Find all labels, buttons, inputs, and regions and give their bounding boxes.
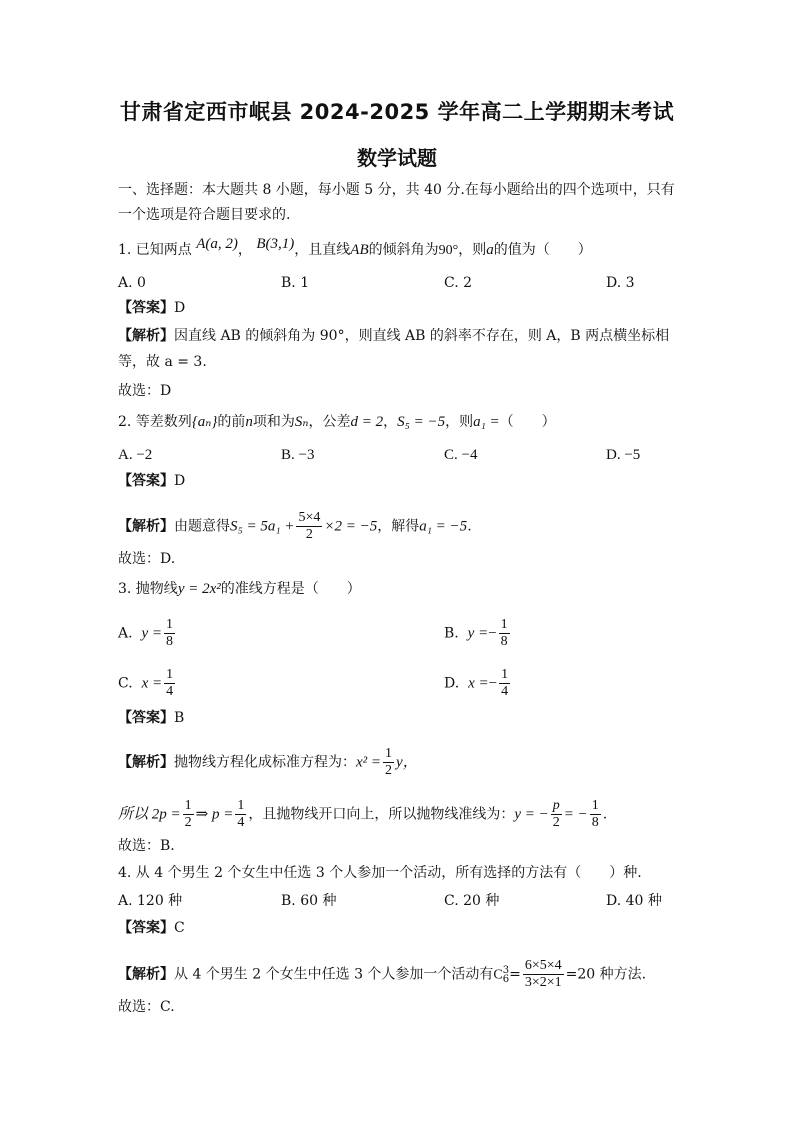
question-1-option-d: D. 3	[606, 275, 635, 291]
question-3-conclusion: 故选：B.	[118, 838, 175, 854]
question-4-conclusion: 故选：C.	[118, 999, 175, 1015]
question-1-analysis-line1: 【解析】因直线 AB 的倾斜角为 90°，则直线 AB 的斜率不存在，则 A，B 两点横坐标相	[118, 328, 670, 344]
question-1-option-a: A. 0	[118, 275, 146, 291]
question-2-answer: 【答案】D	[118, 473, 186, 489]
question-4-stem: 4. 从 4 个男生 2 个女生中任选 3 个人参加一个活动，所有选择的方法有（ ）种.	[118, 865, 642, 881]
fraction: $\frac{5\times 4}{2}$	[298, 510, 321, 542]
question-4-option-b: B. 60 种	[281, 893, 337, 909]
question-3-stem: 3. 抛物线y = 2x²的准线方程是（ ）	[118, 581, 361, 597]
question-2-option-a: A. −2	[118, 447, 153, 463]
question-2-option-b: B. −3	[281, 447, 315, 463]
question-1-conclusion: 故选：D	[118, 383, 172, 399]
document-subtitle: 数学试题	[357, 146, 437, 170]
question-4-option-a: A. 120 种	[118, 893, 183, 909]
question-2-analysis: 【解析】由题意得S₅ = 5a₁ + $\frac{5\times 4}{2}$ ×2 = −5，解得a₁ = −5.	[118, 510, 472, 542]
question-3-option-b: B. y =− $\frac{1}{8}$	[444, 617, 508, 649]
question-1-stem: 1. 已知两点 A(a, 2)， B(3,1)，且直线AB的倾斜角为90°，则a的值为（ ）	[118, 236, 592, 258]
question-1-option-b: B. 1	[281, 275, 310, 291]
question-3-option-c: C. x = $\frac{1}{4}$	[118, 667, 174, 699]
question-4-option-d: D. 40 种	[606, 893, 662, 909]
question-3-analysis-line2: 所以 2p = $\frac{1}{2}$ ⇒ p = $\frac{1}{4}$ ，且抛物线开口向上，所以抛物线准线为：y = − $\frac{p}{2}$ = − $\frac{1}{8}$ .	[118, 798, 608, 830]
question-2-conclusion: 故选：D.	[118, 551, 176, 567]
question-2-option-c: C. −4	[444, 447, 478, 463]
question-1-option-c: C. 2	[444, 275, 473, 291]
question-4-answer: 【答案】C	[118, 920, 185, 936]
question-1-answer: 【答案】D	[118, 300, 186, 316]
question-3-answer: 【答案】B	[118, 710, 185, 726]
question-3-analysis-line1: 【解析】抛物线方程化成标准方程为：x² = $\frac{1}{2}$ y，	[118, 746, 418, 778]
section-instruction-line2: 一个选项是符合题目要求的.	[118, 207, 291, 223]
question-3-option-d: D. x =− $\frac{1}{4}$	[444, 667, 509, 699]
question-3-option-a: A. y = $\frac{1}{8}$	[118, 617, 173, 649]
question-4-option-c: C. 20 种	[444, 893, 500, 909]
question-4-analysis: 【解析】从 4 个男生 2 个女生中任选 3 个人参加一个活动有C 3 6 = $\frac{6\times 5\times 4}{3\times 2\times 1}$ =20 种方法.	[118, 958, 647, 990]
section-instruction-line1: 一、选择题：本大题共 8 小题，每小题 5 分，共 40 分.在每小题给出的四个选项中，只有	[118, 182, 675, 198]
document-title: 甘肃省定西市岷县 2024-2025 学年高二上学期期末考试	[119, 100, 675, 124]
question-2-stem: 2. 等差数列{aₙ}的前n项和为Sₙ，公差d = 2，S₅ = −5，则a₁ =（ ）	[118, 414, 556, 430]
question-2-option-d: D. −5	[606, 447, 641, 463]
question-1-analysis-line2: 等，故 a = 3.	[118, 354, 207, 370]
